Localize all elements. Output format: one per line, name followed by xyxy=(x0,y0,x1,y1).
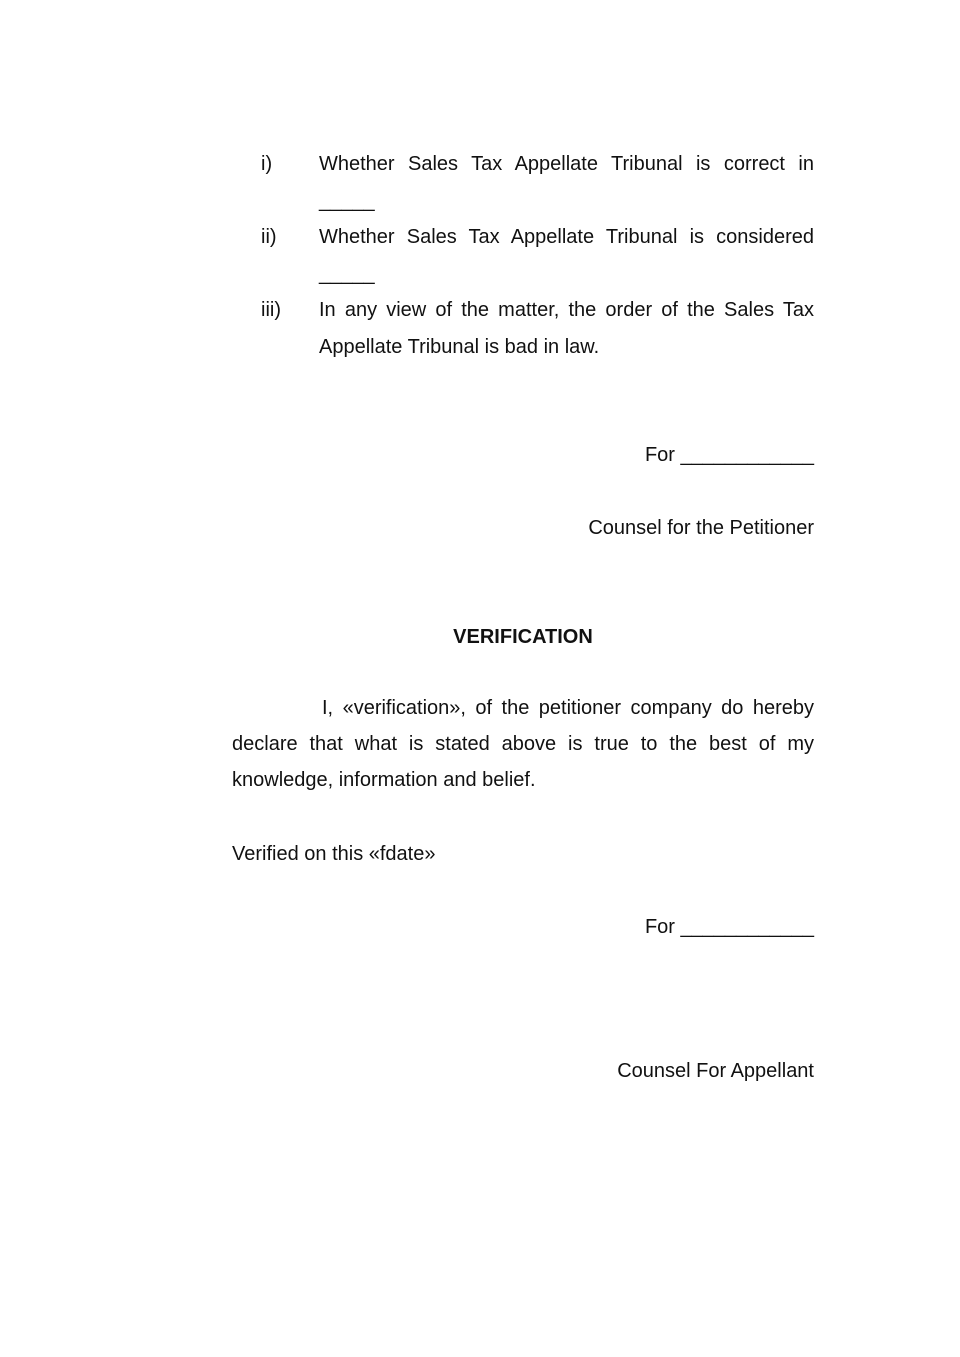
counsel-for-appellant: Counsel For Appellant xyxy=(617,1060,814,1082)
question-blank: _____ xyxy=(319,190,375,212)
verified-on-line: Verified on this «fdate» xyxy=(232,843,436,865)
question-number: ii) xyxy=(261,226,277,248)
verification-heading: VERIFICATION xyxy=(453,626,593,648)
question-text: Whether Sales Tax Appellate Tribunal is considered xyxy=(319,226,814,248)
verification-line-2: declare that what is stated above is true to the best of my xyxy=(232,733,814,755)
for-signature-line: For ____________ xyxy=(644,444,814,466)
verification-line-1: I, «verification», of the petitioner company do hereby xyxy=(322,697,814,719)
question-number: iii) xyxy=(261,299,281,321)
counsel-for-petitioner: Counsel for the Petitioner xyxy=(588,517,814,539)
verification-paragraph xyxy=(232,690,814,798)
question-number: i) xyxy=(261,153,273,175)
question-blank: _____ xyxy=(319,263,375,285)
question-text: Whether Sales Tax Appellate Tribunal is correct in xyxy=(319,153,814,175)
for-signature-line-2: For ____________ xyxy=(644,916,814,938)
question-text-line-1: In any view of the matter, the order of the Sales Tax xyxy=(319,299,814,321)
verification-line-3: knowledge, information and belief. xyxy=(232,769,536,791)
question-text-line-2: Appellate Tribunal is bad in law. xyxy=(319,336,600,358)
